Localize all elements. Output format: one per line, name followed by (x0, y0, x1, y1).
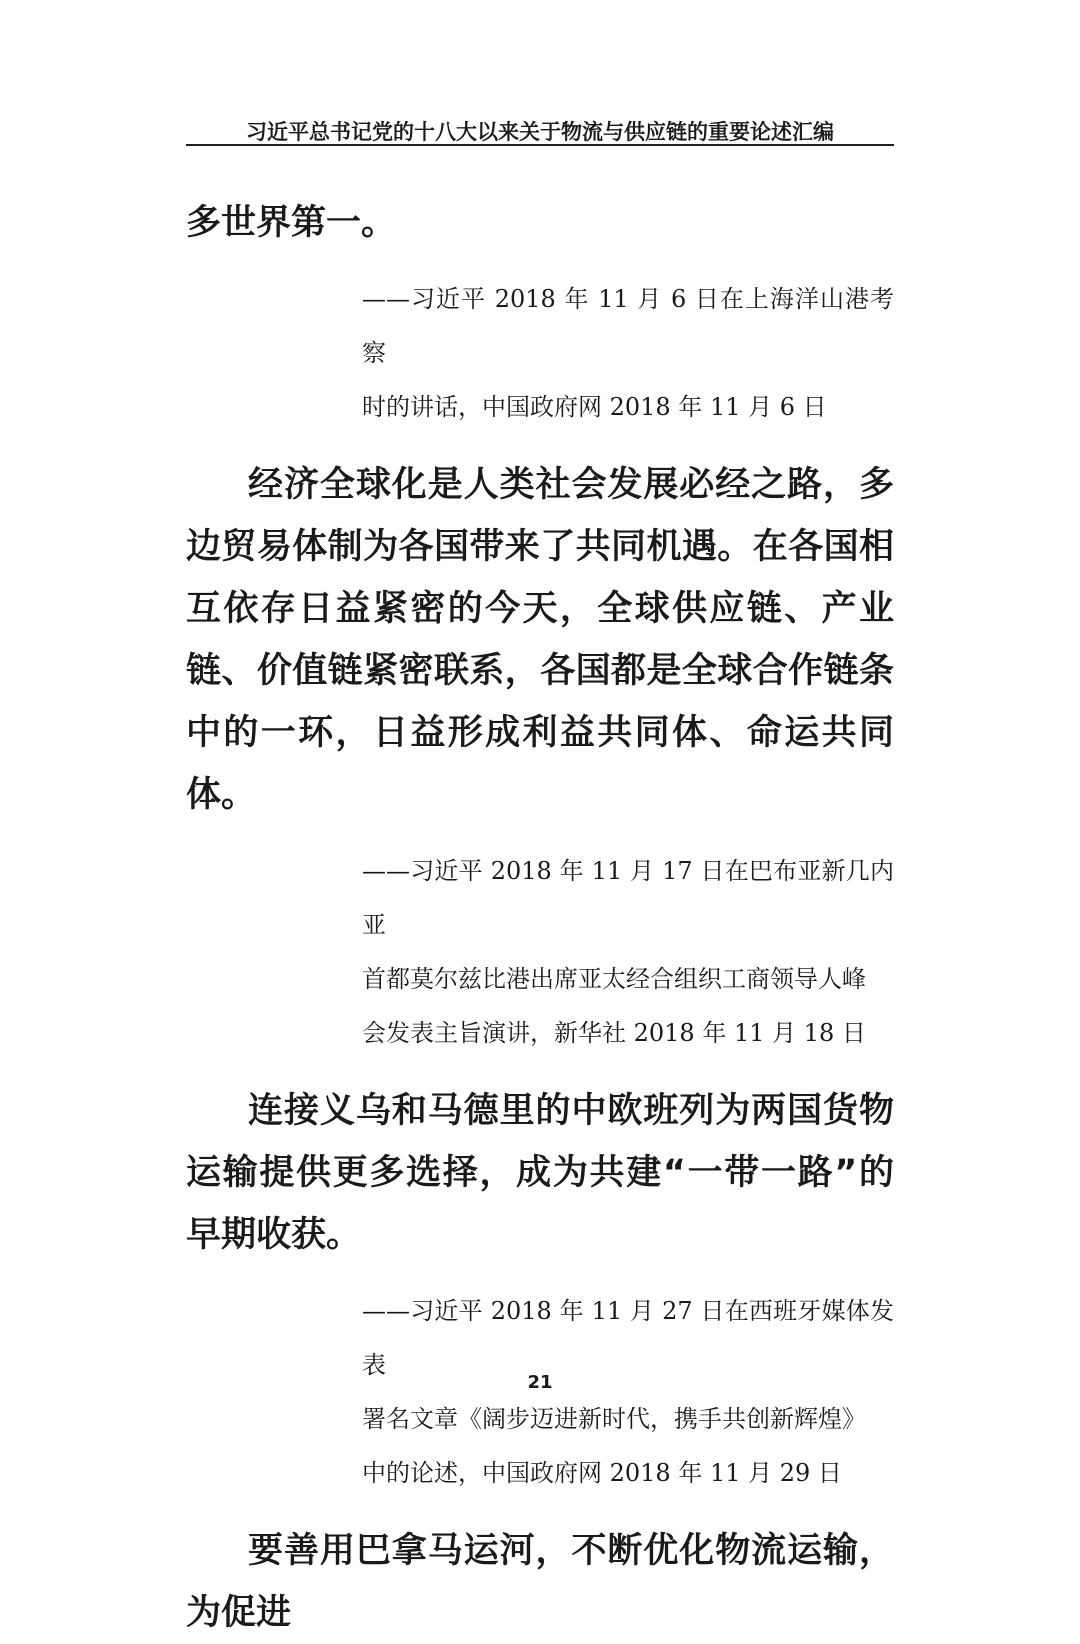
quote-source-line: 中的论述，中国政府网 2018 年 11 月 29 日 (362, 1459, 842, 1487)
quote-source-1 (362, 272, 894, 434)
quote-source-2 (362, 844, 894, 1060)
quote-source-line: 署名文章《阔步迈进新时代，携手共创新辉煌》 (362, 1405, 866, 1433)
quote-source-line: ——习近平 2018 年 11 月 17 日在巴布亚新几内亚 (362, 857, 894, 939)
quote-source-line: ——习近平 2018 年 11 月 6 日在上海洋山港考察 (362, 285, 894, 367)
quote-paragraph-3: 连接义乌和马德里的中欧班列为两国货物运输提供更多选择，成为共建“一带一路”的早期收获。 (186, 1091, 894, 1255)
quote-source-line: 会发表主旨演讲，新华社 2018 年 11 月 18 日 (362, 1019, 866, 1047)
header-divider (186, 144, 894, 146)
quote-source-line: 首都莫尔兹比港出席亚太经合组织工商领导人峰 (362, 965, 866, 993)
running-header-title: 习近平总书记党的十八大以来关于物流与供应链的重要论述汇编 (246, 120, 834, 144)
page-content (186, 192, 894, 1644)
quote-paragraph-2: 经济全球化是人类社会发展必经之路，多边贸易体制为各国带来了共同机遇。在各国相互依存日益紧密的今天，全球供应链、产业链、价值链紧密联系，各国都是全球合作链条中的一环，日益形成利益共同体、命运共同体。 (186, 465, 894, 815)
quote-paragraph-1: 多世界第一。 (186, 203, 397, 243)
quote-paragraph-4: 要善用巴拿马运河，不断优化物流运输，为促进 (186, 1531, 894, 1633)
quote-source-line: ——习近平 2018 年 11 月 27 日在西班牙媒体发表 (362, 1297, 894, 1379)
quote-source-line: 时的讲话，中国政府网 2018 年 11 月 6 日 (362, 393, 827, 421)
page-number: 21 (527, 1372, 553, 1393)
